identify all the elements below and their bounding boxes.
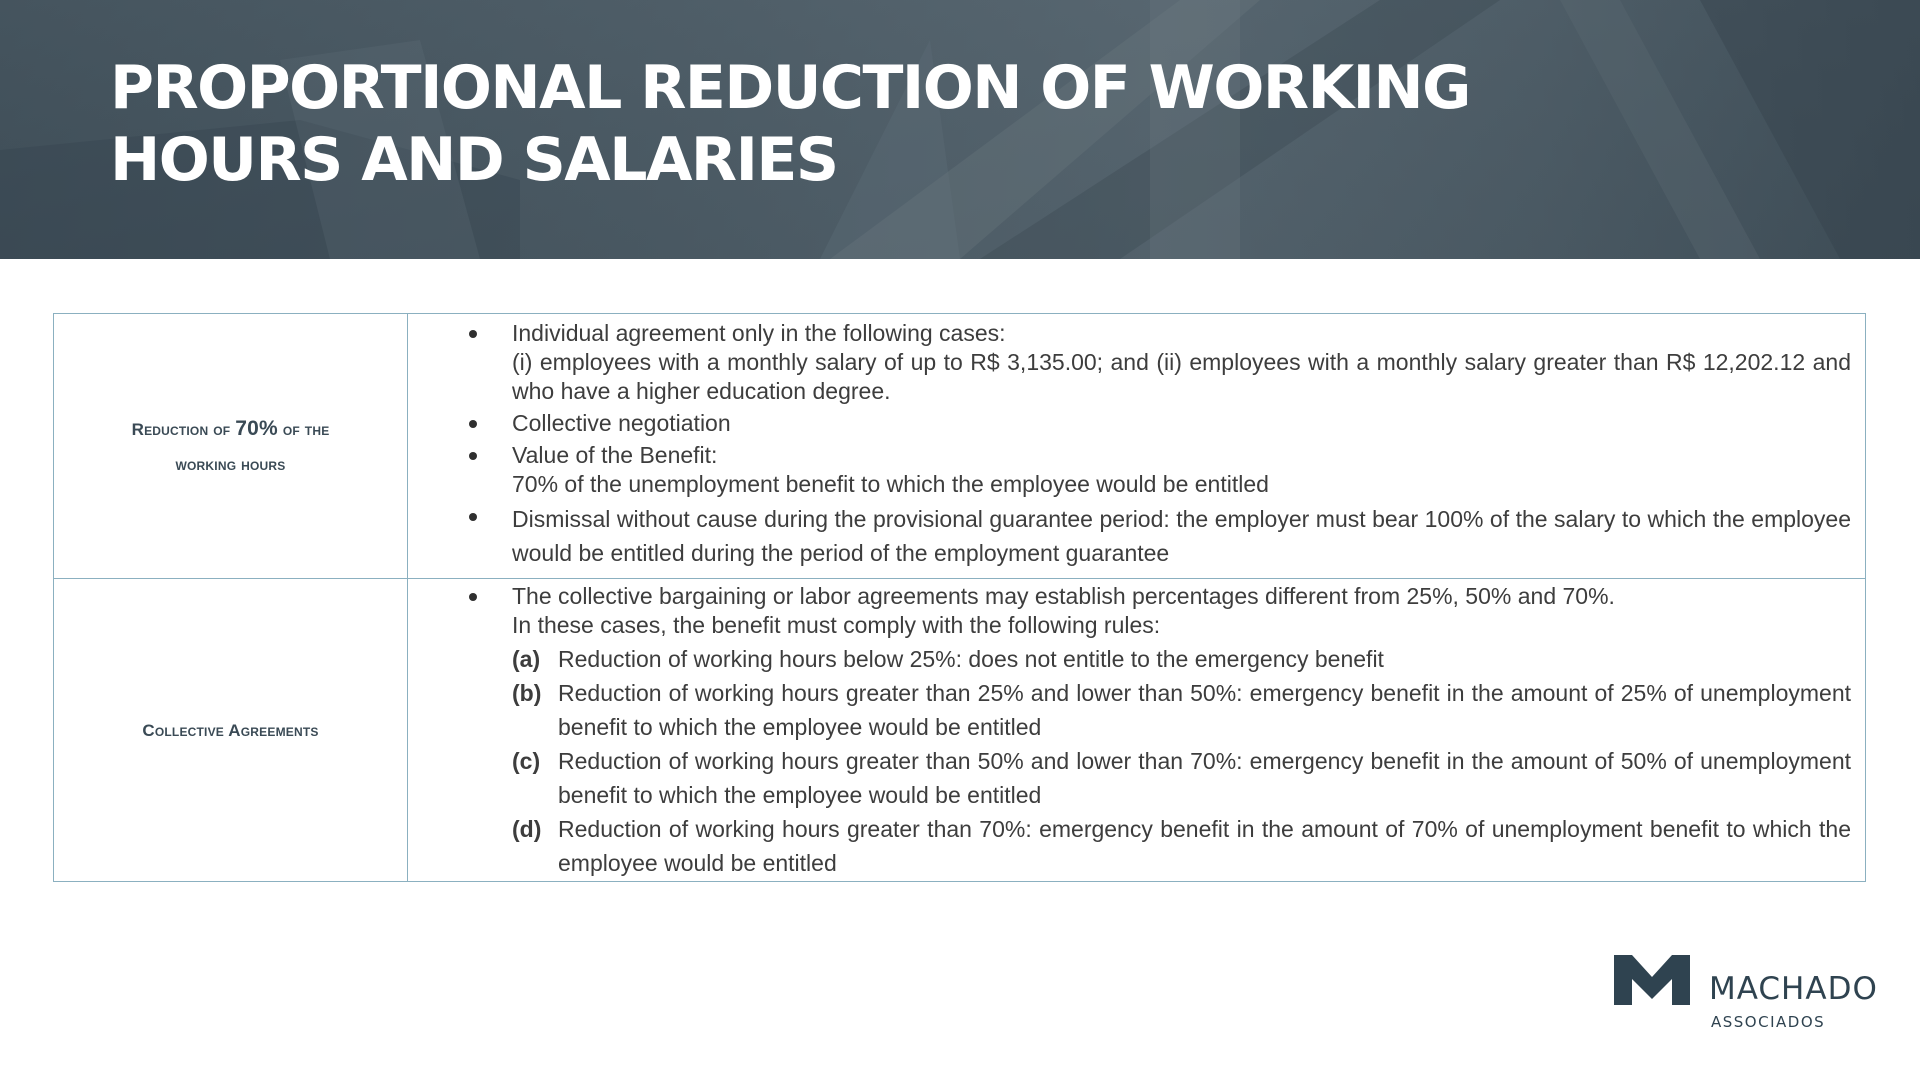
logo-brand-text: MACHADO [1709, 971, 1878, 1007]
bullet-text: Individual agreement only in the following cases: [512, 320, 1006, 346]
row-label-collective-agreements [54, 579, 408, 882]
machado-associados-logo [1612, 953, 1878, 1033]
bullet-detail: (i) employees with a monthly salary of up to R$ 3,135.00; and (ii) employees with a monthly salary greater than R$ 12,202.12 and who have a higher education degree. [512, 349, 1851, 404]
sublist-text: Reduction of working hours below 25%: does not entitle to the emergency benefit [558, 646, 1384, 672]
sublist-text: Reduction of working hours greater than 25% and lower than 50%: emergency benefit in the amount of 25% of unemployment benefit to which the employee would be entitled [558, 680, 1851, 740]
sublist-item-b [512, 676, 1851, 744]
sublist-text: Reduction of working hours greater than 70%: emergency benefit in the amount of 70% of unemployment benefit to which the employee would be entitled [558, 816, 1851, 876]
list-item [408, 441, 1851, 499]
bullet-detail: In these cases, the benefit must comply with the following rules: [512, 612, 1161, 638]
header-banner [0, 0, 1920, 259]
bullet-detail: 70% of the unemployment benefit to which the employee would be entitled [512, 471, 1269, 497]
page-title-line-2: HOURS AND SALARIES [110, 125, 838, 195]
bullet-text: Value of the Benefit: [512, 442, 718, 468]
list-item [408, 409, 1851, 438]
list-item [408, 582, 1851, 880]
sublist-item-c [512, 744, 1851, 812]
bullet-list [408, 314, 1865, 570]
table-row-reduction-70 [54, 314, 1866, 579]
page-title [110, 52, 1470, 196]
sublist-text: Reduction of working hours greater than 50% and lower than 70%: emergency benefit in the amount of 50% of unemployment benefit to which the employee would be entitled [558, 748, 1851, 808]
row-label-line-2: working hours [175, 454, 286, 474]
logo-m-mark-icon [1614, 955, 1690, 1005]
list-item [408, 319, 1851, 406]
bullet-text: Dismissal without cause during the provisional guarantee period: the employer must bear 100% of the salary to which the employee would be entitled during the period of the employment guarantee [512, 506, 1851, 566]
table-row-collective-agreements [54, 579, 1866, 882]
bullet-list [408, 579, 1865, 880]
sublist-marker: (a) [512, 646, 541, 672]
sublist-item-a [512, 642, 1851, 676]
rules-sublist [512, 642, 1851, 880]
row-label-number: 70% [235, 416, 278, 440]
bullet-text: Collective negotiation [512, 410, 731, 436]
row-label-reduction-70 [54, 314, 408, 579]
sublist-marker: (d) [512, 816, 542, 842]
page-title-line-1: PROPORTIONAL REDUCTION OF WORKING [110, 53, 1470, 123]
bullet-text: The collective bargaining or labor agreements may establish percentages different from 25%, 50% and 70%. [512, 583, 1615, 609]
row-label-prefix: Reduction of [131, 419, 236, 439]
row-label-suffix: of the [277, 419, 330, 439]
info-table [53, 313, 1866, 882]
row-label-text: Collective Agreements [142, 720, 319, 740]
sublist-marker: (c) [512, 748, 541, 774]
row-content-collective-agreements [408, 579, 1866, 882]
row-content-reduction-70 [408, 314, 1866, 579]
sublist-item-d [512, 812, 1851, 880]
list-item [408, 502, 1851, 570]
logo-sub-text: ASSOCIADOS [1711, 1013, 1826, 1031]
sublist-marker: (b) [512, 680, 542, 706]
